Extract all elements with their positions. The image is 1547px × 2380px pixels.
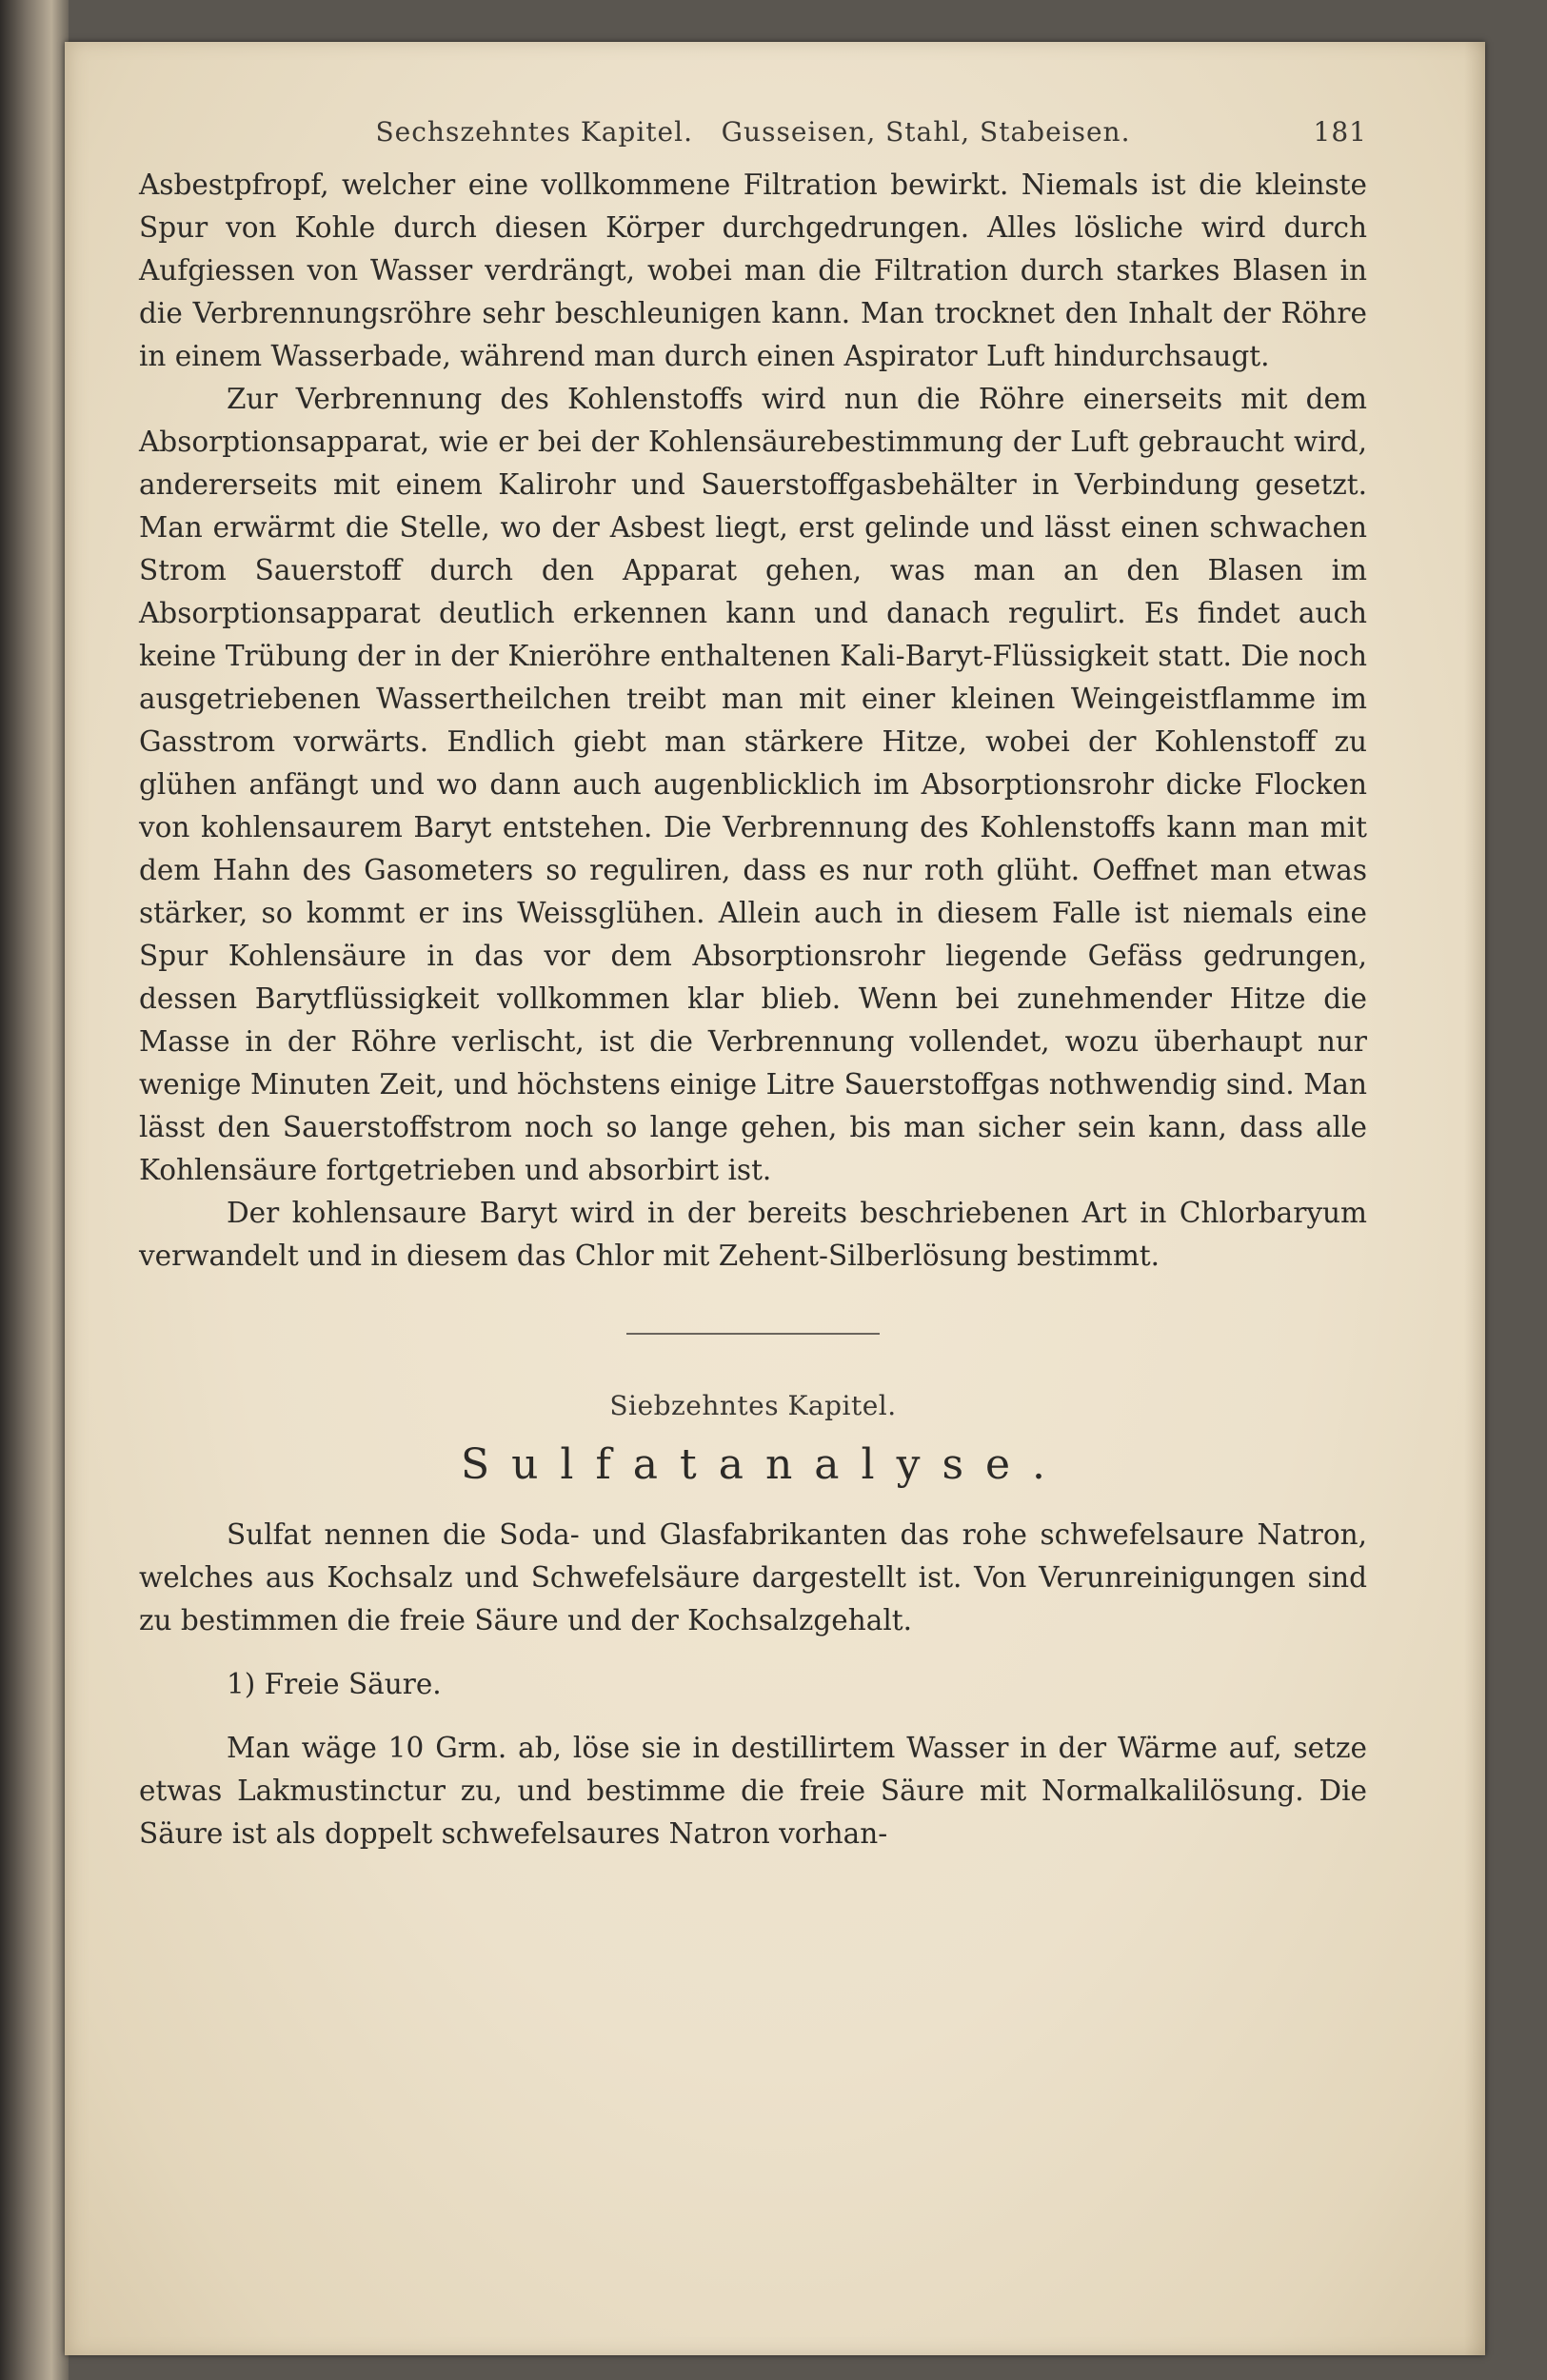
paragraph: Asbestpfropf, welcher eine vollkommene Filtration bewirkt. Niemals ist die kleinste Spur von Kohle durch diesen Körper durchgedrungen. Alles lösliche wird durch Aufgiessen von Wasser verdrängt, wobei man die Filtration durch starkes Blasen in die Verbrennungsröhre sehr beschleunigen kann. Man trocknet den Inhalt der Röhre in einem Wasserbade, während man durch einen Aspirator Luft hindurchsaugt. <box>139 169 1367 372</box>
page-edge-shadow <box>1464 42 1485 2355</box>
chapter-17-text <box>139 1514 1367 1855</box>
facing-page-edge <box>0 0 69 2380</box>
section-divider <box>626 1333 880 1335</box>
book-page <box>65 42 1485 2355</box>
chapter-title: Sulfatanalyse. <box>460 1440 1068 1489</box>
running-head <box>139 116 1367 164</box>
paragraph: Zur Verbrennung des Kohlenstoffs wird nun die Röhre einerseits mit dem Absorptionsapparat, wie er bei der Kohlensäurebestimmung der Luft gebraucht wird, andererseits mit einem Kalirohr und Sauerstoffgasbehälter in Verbindung gesetzt. Man erwärmt die Stelle, wo der Asbest liegt, erst gelinde und lässt einen schwachen Strom Sauerstoff durch den Apparat gehen, was man an den Blasen im Absorptionsapparat deutlich erkennen kann und danach regulirt. Es findet auch keine Trübung der in der Knieröhre enthaltenen Kali-Baryt-Flüssigkeit statt. Die noch ausgetriebenen Wassertheilchen treibt man mit einer kleinen Weingeistflamme im Gasstrom vorwärts. Endlich giebt man stärkere Hitze, wobei der Kohlenstoff zu glühen anfängt und wo dann auch augenblicklich im Absorptionsrohr dicke Flocken von kohlensaurem Baryt entstehen. Die Verbrennung des Kohlenstoffs kann man mit dem Hahn des Gasometers so reguliren, dass es nur roth glüht. Oeffnet man etwas stärker, so kommt er ins Weissglühen. Allein auch in diesem Falle ist niemals eine Spur Kohlensäure in das vor dem Absorptionsrohr liegende Gefäss gedrungen, dessen Barytflüssigkeit vollkommen klar blieb. Wenn bei zunehmender Hitze die Masse in der Röhre verlischt, ist die Verbrennung vollendet, wozu überhaupt nur wenige Minuten Zeit, und höchstens einige Litre Sauerstoffgas nothwendig sind. Man lässt den Sauerstoffstrom noch so lange gehen, bis man sicher sein kann, dass alle Kohlensäure fortgetrieben und absorbirt ist. <box>139 383 1367 1186</box>
chapter-16-text <box>139 164 1367 1278</box>
section-heading: 1) Freie Säure. <box>227 1668 442 1700</box>
page-content <box>139 116 1367 1855</box>
paragraph: Man wäge 10 Grm. ab, löse sie in destillirtem Wasser in der Wärme auf, setze etwas Lakmustinctur zu, und bestimme die freie Säure mit Normalkalilösung. Die Säure ist als doppelt schwefelsaures Natron vorhan- <box>139 1732 1367 1850</box>
running-head-title: Sechszehntes Kapitel. Gusseisen, Stahl, Stabeisen. <box>375 116 1131 148</box>
paragraph: Sulfat nennen die Soda- und Glasfabrikanten das rohe schwefelsaure Natron, welches aus Kochsalz und Schwefelsäure dargestellt ist. Von Verunreinigungen sind zu bestimmen die freie Säure und der Kochsalzgehalt. <box>139 1518 1367 1636</box>
chapter-label: Siebzehntes Kapitel. <box>609 1390 897 1421</box>
page-number: 181 <box>1313 116 1367 148</box>
paragraph: Der kohlensaure Baryt wird in der bereits beschriebenen Art in Chlorbaryum verwandelt und in diesem das Chlor mit Zehent-Silberlösung bestimmt. <box>139 1197 1367 1272</box>
